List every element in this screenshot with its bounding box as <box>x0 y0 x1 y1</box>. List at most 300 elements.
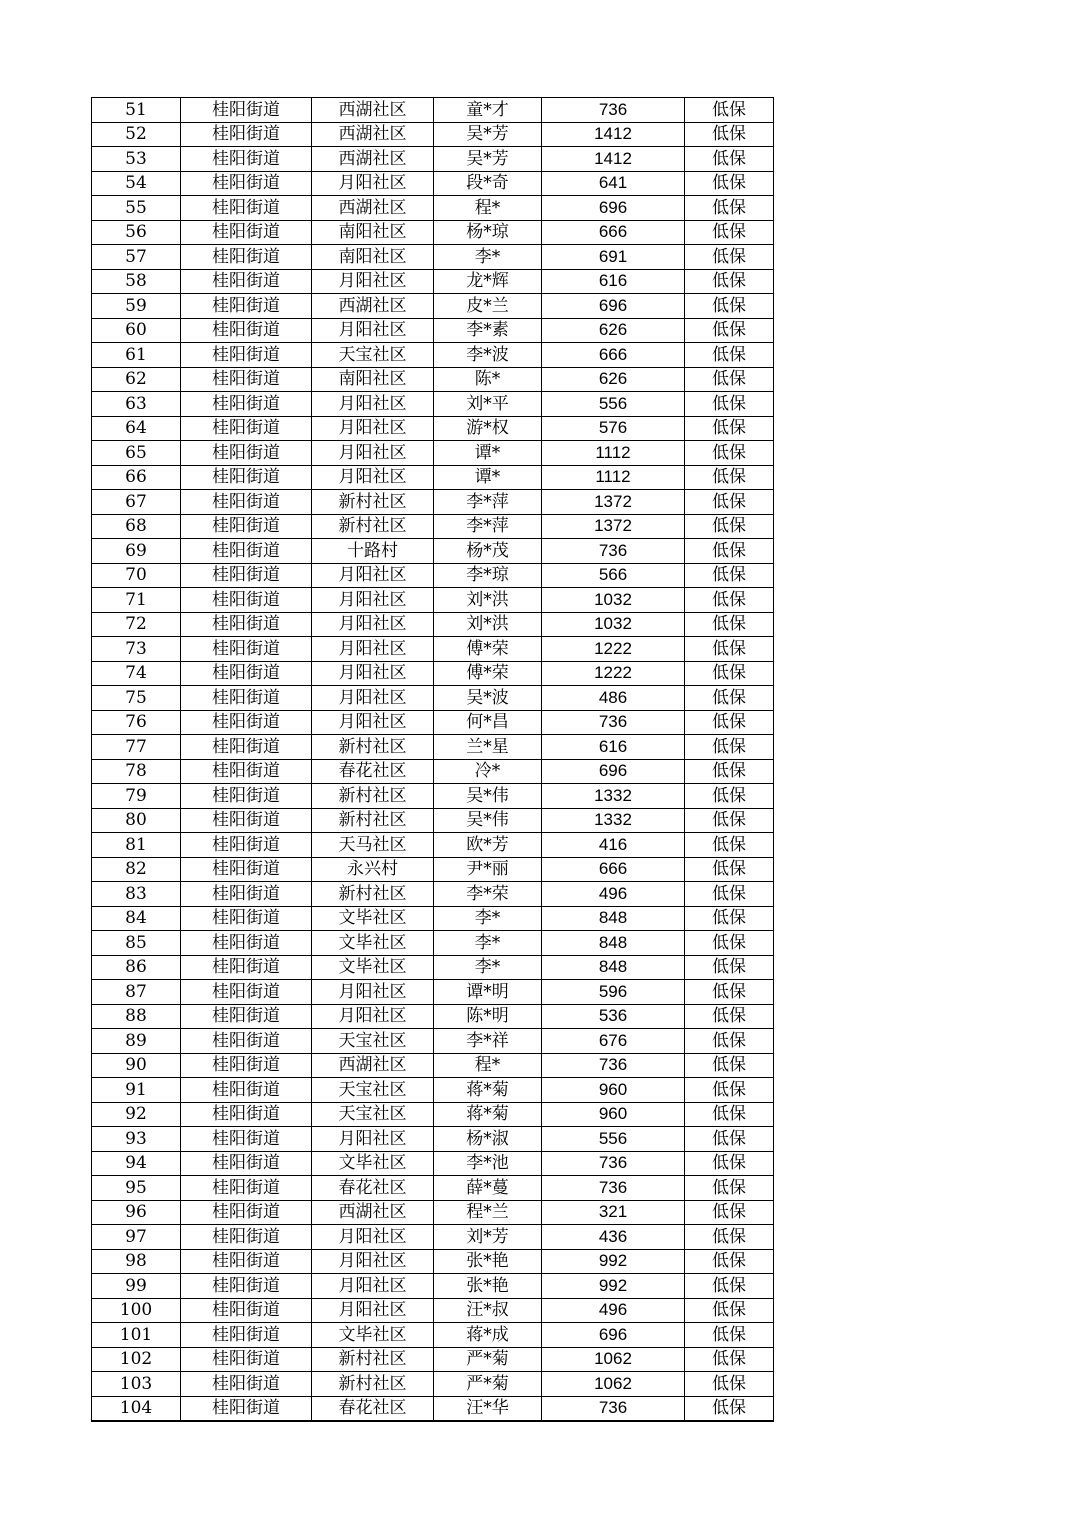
amount-cell: 666 <box>542 857 685 882</box>
table-row <box>92 955 774 980</box>
table-row <box>92 1200 774 1225</box>
amount-cell: 666 <box>542 343 685 368</box>
name-cell: 李*池 <box>434 1151 542 1176</box>
table-row <box>92 637 774 662</box>
serial-number-cell: 92 <box>92 1102 181 1127</box>
community-cell: 西湖社区 <box>312 196 434 221</box>
street-cell: 桂阳街道 <box>181 784 312 809</box>
table-row <box>92 759 774 784</box>
name-cell: 吴*伟 <box>434 784 542 809</box>
amount-cell: 736 <box>542 539 685 564</box>
community-cell: 新村社区 <box>312 735 434 760</box>
table-row <box>92 1004 774 1029</box>
community-cell: 月阳社区 <box>312 416 434 441</box>
amount-cell: 536 <box>542 1004 685 1029</box>
name-cell: 蒋*成 <box>434 1323 542 1348</box>
community-cell: 新村社区 <box>312 1347 434 1372</box>
assistance-type-cell: 低保 <box>685 563 774 588</box>
assistance-type-cell: 低保 <box>685 392 774 417</box>
table-row <box>92 269 774 294</box>
name-cell: 吴*芳 <box>434 122 542 147</box>
name-cell: 段*奇 <box>434 171 542 196</box>
street-cell: 桂阳街道 <box>181 1274 312 1299</box>
amount-cell: 696 <box>542 294 685 319</box>
table-row <box>92 294 774 319</box>
serial-number-cell: 79 <box>92 784 181 809</box>
community-cell: 文毕社区 <box>312 931 434 956</box>
name-cell: 严*菊 <box>434 1372 542 1397</box>
serial-number-cell: 58 <box>92 269 181 294</box>
table-row <box>92 1029 774 1054</box>
street-cell: 桂阳街道 <box>181 490 312 515</box>
assistance-type-cell: 低保 <box>685 882 774 907</box>
name-cell: 皮*兰 <box>434 294 542 319</box>
amount-cell: 848 <box>542 931 685 956</box>
table-row <box>92 980 774 1005</box>
serial-number-cell: 82 <box>92 857 181 882</box>
community-cell: 月阳社区 <box>312 1225 434 1250</box>
amount-cell: 1332 <box>542 808 685 833</box>
name-cell: 李*波 <box>434 343 542 368</box>
assistance-type-cell: 低保 <box>685 980 774 1005</box>
amount-cell: 1412 <box>542 147 685 172</box>
community-cell: 月阳社区 <box>312 1004 434 1029</box>
assistance-type-cell: 低保 <box>685 1323 774 1348</box>
street-cell: 桂阳街道 <box>181 735 312 760</box>
serial-number-cell: 85 <box>92 931 181 956</box>
assistance-type-cell: 低保 <box>685 955 774 980</box>
name-cell: 李*素 <box>434 318 542 343</box>
name-cell: 李*祥 <box>434 1029 542 1054</box>
amount-cell: 1112 <box>542 465 685 490</box>
table-row <box>92 710 774 735</box>
table-row <box>92 686 774 711</box>
street-cell: 桂阳街道 <box>181 563 312 588</box>
serial-number-cell: 93 <box>92 1127 181 1152</box>
assistance-type-cell: 低保 <box>685 147 774 172</box>
serial-number-cell: 63 <box>92 392 181 417</box>
amount-cell: 691 <box>542 245 685 270</box>
street-cell: 桂阳街道 <box>181 343 312 368</box>
serial-number-cell: 104 <box>92 1396 181 1421</box>
amount-cell: 626 <box>542 318 685 343</box>
assistance-type-cell: 低保 <box>685 343 774 368</box>
street-cell: 桂阳街道 <box>181 1372 312 1397</box>
street-cell: 桂阳街道 <box>181 171 312 196</box>
amount-cell: 1332 <box>542 784 685 809</box>
serial-number-cell: 62 <box>92 367 181 392</box>
amount-cell: 616 <box>542 735 685 760</box>
serial-number-cell: 77 <box>92 735 181 760</box>
table-body <box>92 98 774 1422</box>
amount-cell: 556 <box>542 392 685 417</box>
amount-cell: 736 <box>542 1176 685 1201</box>
assistance-type-cell: 低保 <box>685 759 774 784</box>
street-cell: 桂阳街道 <box>181 857 312 882</box>
amount-cell: 696 <box>542 196 685 221</box>
serial-number-cell: 94 <box>92 1151 181 1176</box>
amount-cell: 848 <box>542 955 685 980</box>
street-cell: 桂阳街道 <box>181 906 312 931</box>
community-cell: 月阳社区 <box>312 441 434 466</box>
assistance-type-cell: 低保 <box>685 367 774 392</box>
assistance-type-cell: 低保 <box>685 1078 774 1103</box>
assistance-type-cell: 低保 <box>685 465 774 490</box>
street-cell: 桂阳街道 <box>181 1004 312 1029</box>
serial-number-cell: 69 <box>92 539 181 564</box>
table-row <box>92 1078 774 1103</box>
street-cell: 桂阳街道 <box>181 1029 312 1054</box>
assistance-type-cell: 低保 <box>685 784 774 809</box>
community-cell: 新村社区 <box>312 514 434 539</box>
name-cell: 兰*星 <box>434 735 542 760</box>
assistance-type-cell: 低保 <box>685 906 774 931</box>
community-cell: 月阳社区 <box>312 269 434 294</box>
name-cell: 张*艳 <box>434 1249 542 1274</box>
community-cell: 西湖社区 <box>312 294 434 319</box>
beneficiary-table <box>91 97 774 1422</box>
street-cell: 桂阳街道 <box>181 1298 312 1323</box>
amount-cell: 1372 <box>542 514 685 539</box>
street-cell: 桂阳街道 <box>181 1396 312 1421</box>
community-cell: 月阳社区 <box>312 563 434 588</box>
assistance-type-cell: 低保 <box>685 1396 774 1421</box>
name-cell: 刘*平 <box>434 392 542 417</box>
street-cell: 桂阳街道 <box>181 122 312 147</box>
assistance-type-cell: 低保 <box>685 1127 774 1152</box>
community-cell: 天宝社区 <box>312 1029 434 1054</box>
serial-number-cell: 71 <box>92 588 181 613</box>
serial-number-cell: 84 <box>92 906 181 931</box>
community-cell: 月阳社区 <box>312 1249 434 1274</box>
amount-cell: 1062 <box>542 1347 685 1372</box>
table-row <box>92 1102 774 1127</box>
street-cell: 桂阳街道 <box>181 1347 312 1372</box>
name-cell: 程* <box>434 1053 542 1078</box>
name-cell: 蒋*菊 <box>434 1102 542 1127</box>
amount-cell: 556 <box>542 1127 685 1152</box>
community-cell: 南阳社区 <box>312 367 434 392</box>
street-cell: 桂阳街道 <box>181 245 312 270</box>
community-cell: 月阳社区 <box>312 171 434 196</box>
street-cell: 桂阳街道 <box>181 1200 312 1225</box>
table-row <box>92 1225 774 1250</box>
table-row <box>92 735 774 760</box>
table-row <box>92 588 774 613</box>
assistance-type-cell: 低保 <box>685 637 774 662</box>
table-row <box>92 1127 774 1152</box>
name-cell: 冷* <box>434 759 542 784</box>
amount-cell: 626 <box>542 367 685 392</box>
serial-number-cell: 61 <box>92 343 181 368</box>
assistance-type-cell: 低保 <box>685 1200 774 1225</box>
table-row <box>92 1249 774 1274</box>
serial-number-cell: 56 <box>92 220 181 245</box>
amount-cell: 736 <box>542 98 685 123</box>
amount-cell: 1032 <box>542 588 685 613</box>
name-cell: 欧*芳 <box>434 833 542 858</box>
assistance-type-cell: 低保 <box>685 196 774 221</box>
street-cell: 桂阳街道 <box>181 1176 312 1201</box>
table-row <box>92 392 774 417</box>
table-row <box>92 1274 774 1299</box>
assistance-type-cell: 低保 <box>685 686 774 711</box>
street-cell: 桂阳街道 <box>181 416 312 441</box>
table-row <box>92 784 774 809</box>
amount-cell: 696 <box>542 1323 685 1348</box>
serial-number-cell: 76 <box>92 710 181 735</box>
table-row <box>92 171 774 196</box>
assistance-type-cell: 低保 <box>685 220 774 245</box>
street-cell: 桂阳街道 <box>181 1249 312 1274</box>
serial-number-cell: 51 <box>92 98 181 123</box>
community-cell: 月阳社区 <box>312 1298 434 1323</box>
name-cell: 陈* <box>434 367 542 392</box>
serial-number-cell: 80 <box>92 808 181 833</box>
assistance-type-cell: 低保 <box>685 294 774 319</box>
community-cell: 月阳社区 <box>312 686 434 711</box>
street-cell: 桂阳街道 <box>181 980 312 1005</box>
table-row <box>92 147 774 172</box>
community-cell: 天宝社区 <box>312 343 434 368</box>
serial-number-cell: 90 <box>92 1053 181 1078</box>
amount-cell: 1112 <box>542 441 685 466</box>
community-cell: 天宝社区 <box>312 1102 434 1127</box>
serial-number-cell: 57 <box>92 245 181 270</box>
assistance-type-cell: 低保 <box>685 1004 774 1029</box>
assistance-type-cell: 低保 <box>685 122 774 147</box>
serial-number-cell: 74 <box>92 661 181 686</box>
community-cell: 春花社区 <box>312 759 434 784</box>
table-row <box>92 661 774 686</box>
street-cell: 桂阳街道 <box>181 710 312 735</box>
table-row <box>92 343 774 368</box>
street-cell: 桂阳街道 <box>181 661 312 686</box>
street-cell: 桂阳街道 <box>181 1323 312 1348</box>
street-cell: 桂阳街道 <box>181 759 312 784</box>
serial-number-cell: 72 <box>92 612 181 637</box>
name-cell: 李* <box>434 931 542 956</box>
community-cell: 文毕社区 <box>312 1151 434 1176</box>
table-row <box>92 882 774 907</box>
table-row <box>92 1176 774 1201</box>
name-cell: 程* <box>434 196 542 221</box>
community-cell: 十路村 <box>312 539 434 564</box>
community-cell: 月阳社区 <box>312 465 434 490</box>
serial-number-cell: 87 <box>92 980 181 1005</box>
serial-number-cell: 73 <box>92 637 181 662</box>
street-cell: 桂阳街道 <box>181 1053 312 1078</box>
name-cell: 李*荣 <box>434 882 542 907</box>
name-cell: 刘*芳 <box>434 1225 542 1250</box>
name-cell: 程*兰 <box>434 1200 542 1225</box>
table-row <box>92 906 774 931</box>
table-row <box>92 122 774 147</box>
name-cell: 张*艳 <box>434 1274 542 1299</box>
name-cell: 游*权 <box>434 416 542 441</box>
street-cell: 桂阳街道 <box>181 392 312 417</box>
table-row <box>92 514 774 539</box>
serial-number-cell: 75 <box>92 686 181 711</box>
amount-cell: 992 <box>542 1274 685 1299</box>
table-row <box>92 318 774 343</box>
name-cell: 杨*淑 <box>434 1127 542 1152</box>
amount-cell: 436 <box>542 1225 685 1250</box>
table-row <box>92 612 774 637</box>
name-cell: 薛*蔓 <box>434 1176 542 1201</box>
name-cell: 陈*明 <box>434 1004 542 1029</box>
assistance-type-cell: 低保 <box>685 1298 774 1323</box>
assistance-type-cell: 低保 <box>685 1151 774 1176</box>
amount-cell: 736 <box>542 1396 685 1421</box>
street-cell: 桂阳街道 <box>181 808 312 833</box>
table-row <box>92 465 774 490</box>
community-cell: 西湖社区 <box>312 1053 434 1078</box>
amount-cell: 496 <box>542 1298 685 1323</box>
assistance-type-cell: 低保 <box>685 514 774 539</box>
table-row <box>92 1298 774 1323</box>
community-cell: 文毕社区 <box>312 1323 434 1348</box>
street-cell: 桂阳街道 <box>181 931 312 956</box>
assistance-type-cell: 低保 <box>685 735 774 760</box>
amount-cell: 416 <box>542 833 685 858</box>
assistance-type-cell: 低保 <box>685 245 774 270</box>
table-row <box>92 1151 774 1176</box>
assistance-type-cell: 低保 <box>685 710 774 735</box>
community-cell: 新村社区 <box>312 1372 434 1397</box>
street-cell: 桂阳街道 <box>181 833 312 858</box>
name-cell: 汪*叔 <box>434 1298 542 1323</box>
serial-number-cell: 101 <box>92 1323 181 1348</box>
amount-cell: 321 <box>542 1200 685 1225</box>
street-cell: 桂阳街道 <box>181 514 312 539</box>
amount-cell: 1062 <box>542 1372 685 1397</box>
street-cell: 桂阳街道 <box>181 1102 312 1127</box>
amount-cell: 616 <box>542 269 685 294</box>
community-cell: 月阳社区 <box>312 1127 434 1152</box>
table-row <box>92 563 774 588</box>
assistance-type-cell: 低保 <box>685 1225 774 1250</box>
community-cell: 月阳社区 <box>312 318 434 343</box>
amount-cell: 566 <box>542 563 685 588</box>
table-row <box>92 539 774 564</box>
community-cell: 新村社区 <box>312 808 434 833</box>
table-row <box>92 220 774 245</box>
amount-cell: 666 <box>542 220 685 245</box>
street-cell: 桂阳街道 <box>181 1127 312 1152</box>
serial-number-cell: 91 <box>92 1078 181 1103</box>
table-row <box>92 196 774 221</box>
name-cell: 谭*明 <box>434 980 542 1005</box>
assistance-type-cell: 低保 <box>685 1274 774 1299</box>
amount-cell: 736 <box>542 1151 685 1176</box>
assistance-type-cell: 低保 <box>685 1347 774 1372</box>
name-cell: 李* <box>434 245 542 270</box>
serial-number-cell: 96 <box>92 1200 181 1225</box>
amount-cell: 576 <box>542 416 685 441</box>
serial-number-cell: 81 <box>92 833 181 858</box>
community-cell: 月阳社区 <box>312 710 434 735</box>
table-row <box>92 1396 774 1421</box>
table-row <box>92 931 774 956</box>
community-cell: 新村社区 <box>312 784 434 809</box>
amount-cell: 960 <box>542 1102 685 1127</box>
community-cell: 新村社区 <box>312 490 434 515</box>
name-cell: 杨*琼 <box>434 220 542 245</box>
street-cell: 桂阳街道 <box>181 882 312 907</box>
assistance-type-cell: 低保 <box>685 588 774 613</box>
community-cell: 春花社区 <box>312 1176 434 1201</box>
name-cell: 吴*波 <box>434 686 542 711</box>
street-cell: 桂阳街道 <box>181 220 312 245</box>
name-cell: 傅*荣 <box>434 637 542 662</box>
table-row <box>92 1347 774 1372</box>
serial-number-cell: 83 <box>92 882 181 907</box>
street-cell: 桂阳街道 <box>181 686 312 711</box>
community-cell: 月阳社区 <box>312 637 434 662</box>
assistance-type-cell: 低保 <box>685 98 774 123</box>
name-cell: 吴*伟 <box>434 808 542 833</box>
assistance-type-cell: 低保 <box>685 931 774 956</box>
name-cell: 李*萍 <box>434 514 542 539</box>
serial-number-cell: 89 <box>92 1029 181 1054</box>
amount-cell: 596 <box>542 980 685 1005</box>
serial-number-cell: 55 <box>92 196 181 221</box>
name-cell: 刘*洪 <box>434 588 542 613</box>
table-row <box>92 808 774 833</box>
name-cell: 傅*荣 <box>434 661 542 686</box>
assistance-type-cell: 低保 <box>685 661 774 686</box>
serial-number-cell: 52 <box>92 122 181 147</box>
table-row <box>92 490 774 515</box>
serial-number-cell: 68 <box>92 514 181 539</box>
name-cell: 吴*芳 <box>434 147 542 172</box>
assistance-type-cell: 低保 <box>685 441 774 466</box>
community-cell: 月阳社区 <box>312 980 434 1005</box>
assistance-type-cell: 低保 <box>685 318 774 343</box>
table-row <box>92 98 774 123</box>
serial-number-cell: 54 <box>92 171 181 196</box>
street-cell: 桂阳街道 <box>181 612 312 637</box>
community-cell: 春花社区 <box>312 1396 434 1421</box>
street-cell: 桂阳街道 <box>181 367 312 392</box>
community-cell: 天宝社区 <box>312 1078 434 1103</box>
amount-cell: 676 <box>542 1029 685 1054</box>
name-cell: 尹*丽 <box>434 857 542 882</box>
community-cell: 月阳社区 <box>312 588 434 613</box>
assistance-type-cell: 低保 <box>685 1029 774 1054</box>
serial-number-cell: 86 <box>92 955 181 980</box>
community-cell: 月阳社区 <box>312 392 434 417</box>
name-cell: 李* <box>434 906 542 931</box>
name-cell: 童*才 <box>434 98 542 123</box>
name-cell: 汪*华 <box>434 1396 542 1421</box>
table-row <box>92 1372 774 1397</box>
assistance-type-cell: 低保 <box>685 171 774 196</box>
amount-cell: 960 <box>542 1078 685 1103</box>
community-cell: 新村社区 <box>312 882 434 907</box>
serial-number-cell: 59 <box>92 294 181 319</box>
name-cell: 刘*洪 <box>434 612 542 637</box>
name-cell: 李*琼 <box>434 563 542 588</box>
amount-cell: 736 <box>542 1053 685 1078</box>
community-cell: 月阳社区 <box>312 661 434 686</box>
assistance-type-cell: 低保 <box>685 416 774 441</box>
community-cell: 文毕社区 <box>312 906 434 931</box>
community-cell: 永兴村 <box>312 857 434 882</box>
serial-number-cell: 97 <box>92 1225 181 1250</box>
assistance-type-cell: 低保 <box>685 490 774 515</box>
